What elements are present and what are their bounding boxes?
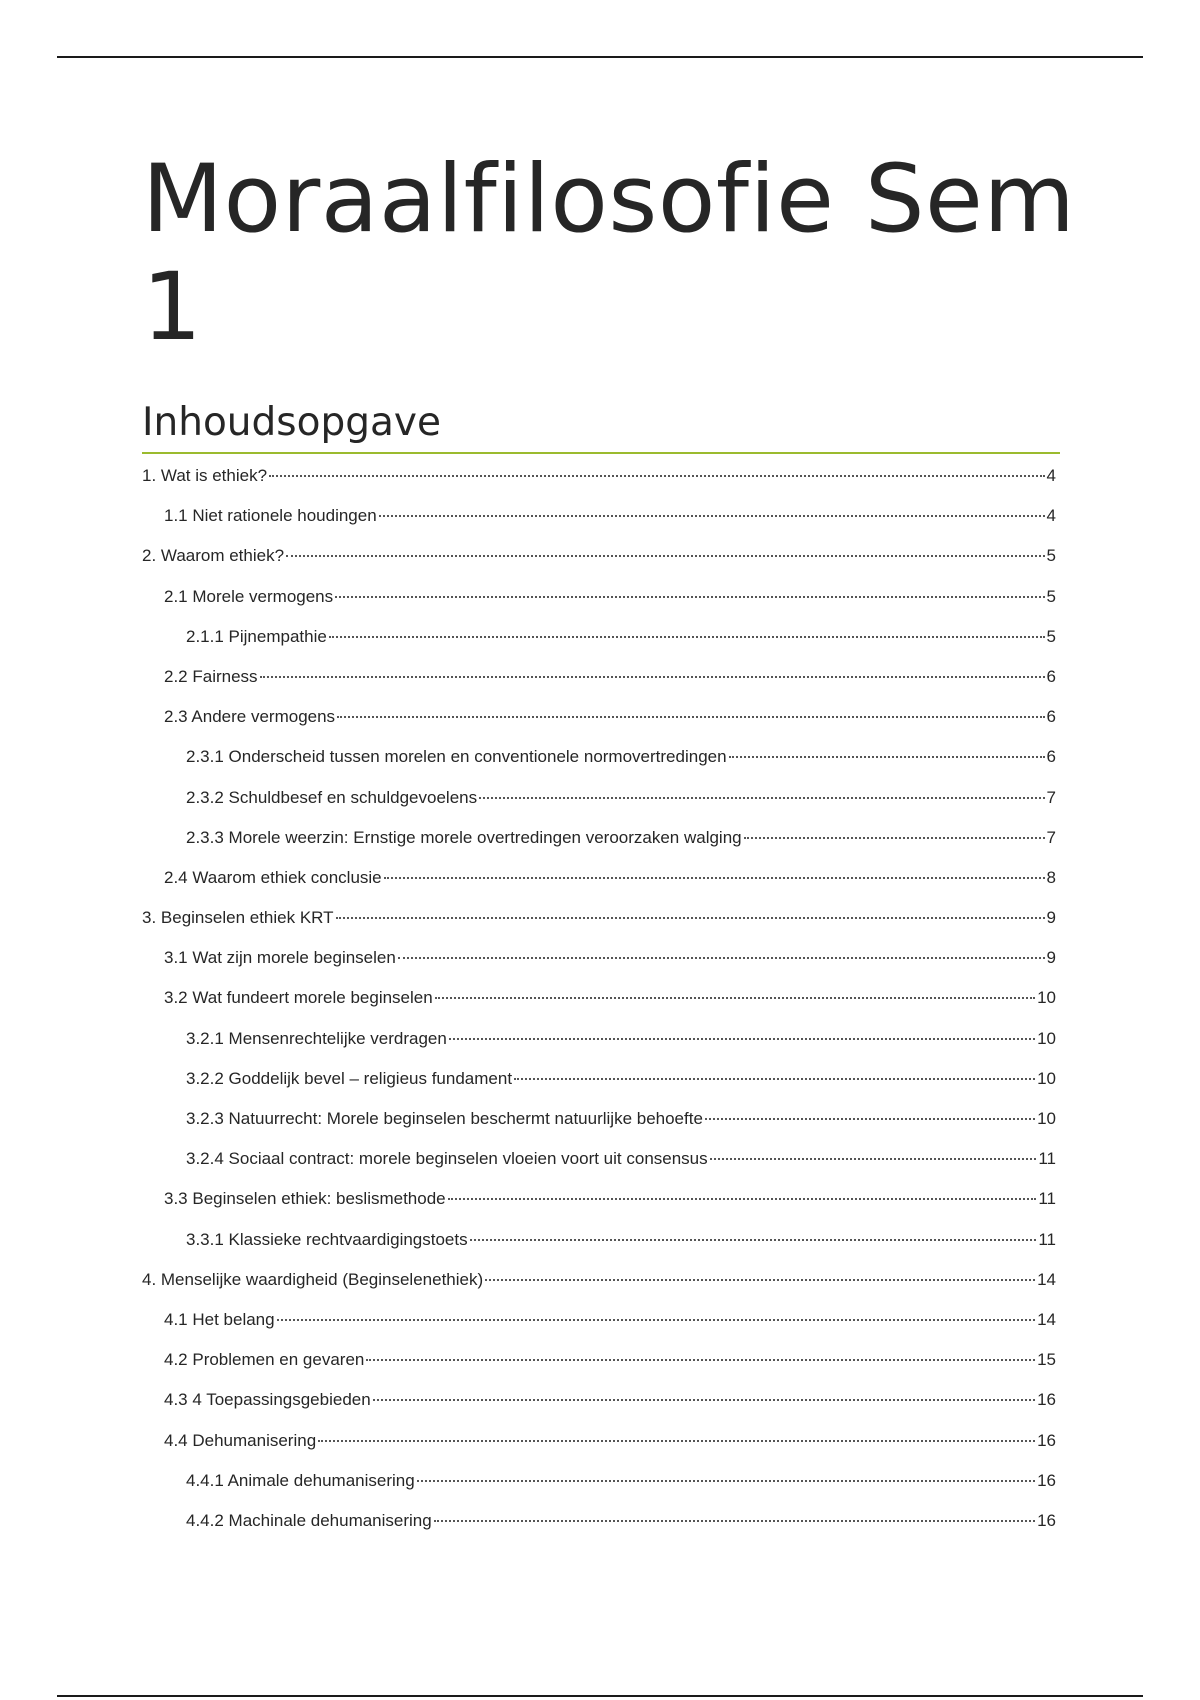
toc-entry-label[interactable]: 2.3 Andere vermogens <box>164 707 336 727</box>
toc-entry[interactable] <box>142 1471 1056 1511</box>
toc-entry[interactable] <box>142 466 1056 506</box>
toc-entry[interactable] <box>142 1230 1056 1270</box>
toc-dot-leader <box>379 515 1045 517</box>
toc-dot-leader <box>434 1520 1035 1522</box>
toc-entry[interactable] <box>142 1511 1056 1551</box>
toc-dot-leader <box>269 475 1044 477</box>
toc-entry-page-number[interactable]: 8 <box>1046 867 1056 887</box>
toc-entry-label[interactable]: 3.2.1 Mensenrechtelijke verdragen <box>186 1028 447 1048</box>
toc-entry-label[interactable]: 4.4 Dehumanisering <box>164 1430 317 1450</box>
toc-entry-page-number[interactable]: 7 <box>1046 827 1056 847</box>
toc-dot-leader <box>336 917 1045 919</box>
toc-entry-page-number[interactable]: 15 <box>1037 1350 1056 1370</box>
toc-dot-leader <box>435 997 1035 999</box>
toc-entry-page-number[interactable]: 14 <box>1037 1309 1056 1329</box>
toc-entry-label[interactable]: 3.2.2 Goddelijk bevel – religieus fundament <box>186 1068 513 1088</box>
toc-entry-page-number[interactable]: 6 <box>1046 747 1056 767</box>
toc-entry-page-number[interactable]: 10 <box>1037 1109 1056 1128</box>
toc-entry-label[interactable]: 3.2.3 Natuurrecht: Morele beginselen beschermt natuurlijke behoefte <box>186 1109 703 1128</box>
toc-dot-leader <box>337 716 1044 718</box>
toc-entry-label[interactable]: 2.3.1 Onderscheid tussen morelen en conventionele normovertredingen <box>186 747 727 767</box>
toc-entry[interactable] <box>142 587 1056 627</box>
toc-entry-page-number[interactable]: 5 <box>1046 626 1056 646</box>
toc-entry-label[interactable]: 3.3 Beginselen ethiek: beslismethode <box>164 1189 446 1209</box>
toc-entry[interactable] <box>142 627 1056 667</box>
toc-dot-leader <box>260 676 1045 678</box>
toc-entry-label[interactable]: 4.2 Problemen en gevaren <box>164 1350 365 1370</box>
toc-entry-label[interactable]: 3. Beginselen ethiek KRT <box>142 908 334 928</box>
toc-entry-label[interactable]: 2.3.2 Schuldbesef en schuldgevoelens <box>186 787 478 807</box>
toc-dot-leader <box>329 636 1045 638</box>
toc-dot-leader <box>417 1480 1035 1482</box>
toc-dot-leader <box>514 1078 1035 1080</box>
toc-entry[interactable] <box>142 988 1056 1028</box>
table-of-contents <box>142 466 1056 1551</box>
toc-entry[interactable] <box>142 546 1056 586</box>
toc-entry-page-number[interactable]: 6 <box>1046 707 1056 727</box>
toc-entry-page-number[interactable]: 11 <box>1038 1149 1056 1169</box>
toc-entry[interactable] <box>142 1149 1056 1189</box>
toc-dot-leader <box>485 1279 1035 1281</box>
toc-entry-label[interactable]: 2.1.1 Pijnempathie <box>186 626 327 646</box>
toc-entry-label[interactable]: 4.3 4 Toepassingsgebieden <box>164 1390 371 1410</box>
toc-dot-leader <box>318 1440 1035 1442</box>
toc-dot-leader <box>373 1399 1035 1401</box>
toc-entry-label[interactable]: 4.4.2 Machinale dehumanisering <box>186 1510 432 1530</box>
toc-dot-leader <box>398 957 1045 959</box>
toc-entry-label[interactable]: 2.4 Waarom ethiek conclusie <box>164 867 382 887</box>
toc-entry[interactable] <box>142 1270 1056 1310</box>
toc-entry[interactable] <box>142 1029 1056 1069</box>
toc-dot-leader <box>286 555 1044 557</box>
toc-dot-leader <box>470 1239 1037 1241</box>
toc-dot-leader <box>448 1198 1037 1200</box>
toc-entry[interactable] <box>142 667 1056 707</box>
toc-entry[interactable] <box>142 1390 1056 1430</box>
toc-entry-page-number[interactable]: 11 <box>1038 1189 1056 1209</box>
toc-entry-label[interactable]: 2. Waarom ethiek? <box>142 546 285 566</box>
toc-entry-page-number[interactable]: 6 <box>1046 666 1056 686</box>
toc-dot-leader <box>335 596 1044 598</box>
toc-entry[interactable] <box>142 1350 1056 1390</box>
footer-rule <box>57 1695 1143 1697</box>
toc-dot-leader <box>449 1038 1035 1040</box>
toc-dot-leader <box>729 756 1045 758</box>
toc-entry-page-number[interactable]: 4 <box>1046 506 1056 526</box>
toc-entry-label[interactable]: 3.2 Wat fundeert morele beginselen <box>164 988 433 1008</box>
toc-entry-page-number[interactable]: 7 <box>1046 787 1056 807</box>
toc-entry-page-number[interactable]: 9 <box>1046 908 1056 928</box>
toc-entry[interactable] <box>142 506 1056 546</box>
toc-entry-page-number[interactable]: 10 <box>1037 1068 1056 1088</box>
toc-dot-leader <box>277 1319 1035 1321</box>
toc-dot-leader <box>479 797 1044 799</box>
toc-dot-leader <box>710 1158 1037 1160</box>
document-title: Moraalfilosofie Sem 1 <box>142 145 1076 362</box>
toc-entry-page-number[interactable]: 4 <box>1046 466 1056 485</box>
toc-entry-label[interactable]: 3.2.4 Sociaal contract: morele beginselen vloeien voort uit consensus <box>186 1149 708 1169</box>
toc-entry[interactable] <box>142 788 1056 828</box>
toc-entry-page-number[interactable]: 10 <box>1037 1028 1056 1048</box>
toc-dot-leader <box>705 1118 1035 1120</box>
toc-entry[interactable] <box>142 868 1056 908</box>
toc-entry-label[interactable]: 4.4.1 Animale dehumanisering <box>186 1470 415 1490</box>
toc-entry[interactable] <box>142 1109 1056 1149</box>
toc-dot-leader <box>366 1359 1035 1361</box>
toc-entry[interactable] <box>142 1189 1056 1229</box>
toc-entry-label[interactable]: 2.3.3 Morele weerzin: Ernstige morele overtredingen veroorzaken walging <box>186 827 742 847</box>
toc-entry[interactable] <box>142 1069 1056 1109</box>
toc-entry-label[interactable]: 3.3.1 Klassieke rechtvaardigingstoets <box>186 1229 468 1249</box>
header-rule <box>57 56 1143 58</box>
toc-dot-leader <box>744 837 1045 839</box>
toc-entry-page-number[interactable]: 16 <box>1037 1390 1056 1410</box>
toc-entry-page-number[interactable]: 5 <box>1046 586 1056 606</box>
toc-entry-label[interactable]: 2.2 Fairness <box>164 666 258 686</box>
toc-entry-label[interactable]: 1.1 Niet rationele houdingen <box>164 506 377 526</box>
toc-entry[interactable] <box>142 1431 1056 1471</box>
toc-entry-page-number[interactable]: 5 <box>1046 546 1056 566</box>
toc-entry-page-number[interactable]: 11 <box>1038 1229 1056 1249</box>
toc-entry-label[interactable]: 1. Wat is ethiek? <box>142 466 268 485</box>
toc-entry[interactable] <box>142 1310 1056 1350</box>
toc-entry[interactable] <box>142 908 1056 948</box>
toc-entry[interactable] <box>142 747 1056 787</box>
toc-entry-label[interactable]: 4. Menselijke waardigheid (Beginselenethiek) <box>142 1269 484 1289</box>
toc-entry[interactable] <box>142 707 1056 747</box>
toc-entry-page-number[interactable]: 16 <box>1037 1510 1056 1530</box>
toc-entry-page-number[interactable]: 16 <box>1037 1430 1056 1450</box>
toc-entry[interactable] <box>142 828 1056 868</box>
toc-entry-page-number[interactable]: 9 <box>1046 948 1056 968</box>
toc-entry-page-number[interactable]: 14 <box>1037 1269 1056 1289</box>
toc-entry-label[interactable]: 2.1 Morele vermogens <box>164 586 334 606</box>
toc-heading: Inhoudsopgave <box>142 398 1060 454</box>
toc-dot-leader <box>384 877 1045 879</box>
toc-entry-page-number[interactable]: 16 <box>1037 1470 1056 1490</box>
toc-entry-page-number[interactable]: 10 <box>1037 988 1056 1008</box>
toc-entry[interactable] <box>142 948 1056 988</box>
toc-entry-label[interactable]: 4.1 Het belang <box>164 1309 275 1329</box>
toc-entry-label[interactable]: 3.1 Wat zijn morele beginselen <box>164 948 396 968</box>
